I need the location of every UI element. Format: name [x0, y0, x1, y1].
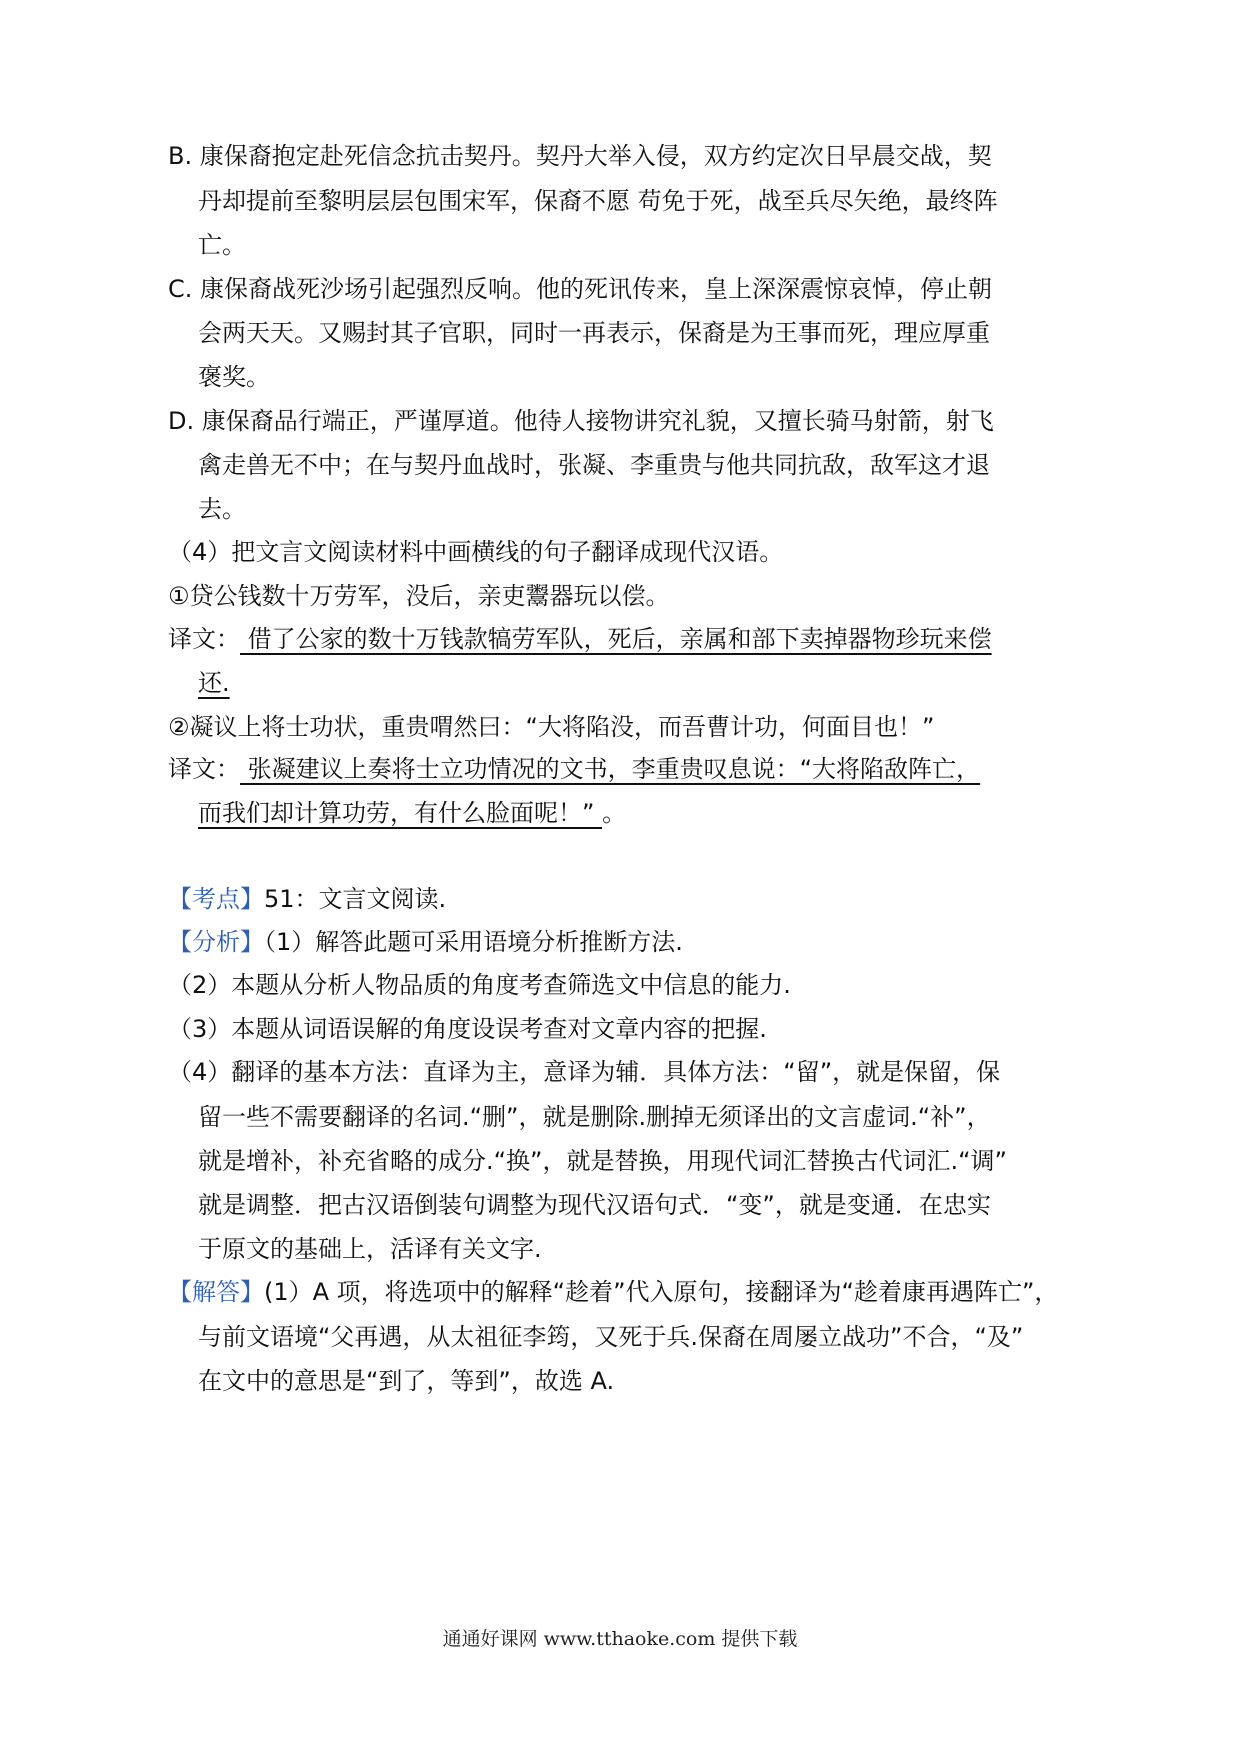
fenxi-point-4-line-2: 留一些不需要翻译的名词.“删”，就是删除.删掉无须译出的文言虚词.“补”，	[198, 1103, 991, 1131]
translation-label: 译文：	[168, 625, 240, 653]
q4-translation-2-line-1	[168, 752, 980, 786]
q4-translation-2-line-2	[198, 796, 626, 830]
jieda-line-3: 在文中的意思是“到了，等到”，故选 A.	[198, 1367, 615, 1395]
fenxi-point-4-line-3: 就是增补，补充省略的成分.“换”，就是替换，用现代词汇替换古代词汇.“调”	[198, 1147, 1007, 1175]
translation-1-text-end: 还.	[198, 669, 230, 697]
jieda-line-2: 与前文语境“父再遇，从太祖征李筠，又死于兵.保裔在周屡立战功”不合，“及”	[198, 1323, 1024, 1351]
option-c-line-2: 会两天天。又赐封其子官职，同时一再表示，保裔是为王事而死，理应厚重	[198, 319, 990, 347]
jieda-line-1	[168, 1275, 1058, 1309]
translation-2-text-end: 而我们却计算功劳，有什么脸面呢！”	[198, 799, 603, 827]
option-b-line-3: 亡。	[198, 231, 246, 259]
option-d-line-1: D. 康保裔品行端正，严谨厚道。他待人接物讲究礼貌，又擅长骑马射箭，射飞	[168, 407, 994, 435]
kaodian-text: 51：文言文阅读.	[264, 885, 447, 913]
option-d-line-3: 去。	[198, 495, 246, 523]
kaodian-line	[168, 882, 446, 916]
page-footer: 通通好课网 www.tthaoke.com 提供下载	[442, 1628, 798, 1650]
q4-sentence-2: ②凝议上将士功状，重贵喟然曰：“大将陷没，而吾曹计功，何面目也！”	[168, 713, 935, 741]
translation-label: 译文：	[168, 755, 240, 783]
translation-2-text: 张凝建议上奏将士立功情况的文书，李重贵叹息说：“大将陷敌阵亡，	[240, 755, 981, 783]
translation-2-period: 。	[602, 799, 627, 827]
fenxi-point-4-line-4: 就是调整．把古汉语倒装句调整为现代汉语句式．“变”，就是变通．在忠实	[198, 1191, 991, 1219]
q4-prompt: （4）把文言文阅读材料中画横线的句子翻译成现代汉语。	[168, 538, 784, 566]
option-d-line-2: 禽走兽无不中；在与契丹血战时，张凝、李重贵与他共同抗敌，敌军这才退	[198, 451, 990, 479]
option-c-line-1: C. 康保裔战死沙场引起强烈反响。他的死讯传来，皇上深深震惊哀悼，停止朝	[168, 275, 993, 303]
q4-translation-1-line-1	[168, 622, 992, 656]
q4-sentence-1: ①贷公钱数十万劳军，没后，亲吏鬻器玩以偿。	[168, 582, 670, 610]
q4-translation-1-line-2	[198, 666, 230, 700]
jieda-tag: 【解答】	[168, 1278, 264, 1306]
fenxi-text-1: （1）解答此题可采用语境分析推断方法.	[264, 928, 683, 956]
fenxi-point-4-line-5: 于原文的基础上，活译有关文字.	[198, 1235, 542, 1263]
fenxi-point-2: （2）本题从分析人物品质的角度考查筛选文中信息的能力.	[168, 971, 791, 999]
fenxi-line-1	[168, 925, 683, 959]
translation-1-text: 借了公家的数十万钱款犒劳军队，死后，亲属和部下卖掉器物珍玩来偿	[240, 625, 992, 653]
fenxi-point-3: （3）本题从词语误解的角度设误考查对文章内容的把握.	[168, 1015, 767, 1043]
fenxi-tag: 【分析】	[168, 928, 264, 956]
option-b-line-2: 丹却提前至黎明层层包围宋军，保裔不愿 苟免于死，战至兵尽矢绝，最终阵	[198, 187, 998, 215]
fenxi-point-4-line-1: （4）翻译的基本方法：直译为主，意译为辅．具体方法：“留”，就是保留，保	[168, 1058, 1001, 1086]
option-b-line-1: B. 康保裔抱定赴死信念抗击契丹。契丹大举入侵，双方约定次日早晨交战，契	[168, 142, 992, 170]
jieda-text-1: (1）A 项，将选项中的解释“趁着”代入原句，接翻译为“趁着康再遇阵亡”，	[264, 1278, 1059, 1306]
option-c-line-3: 褒奖。	[198, 363, 270, 391]
kaodian-tag: 【考点】	[168, 885, 264, 913]
